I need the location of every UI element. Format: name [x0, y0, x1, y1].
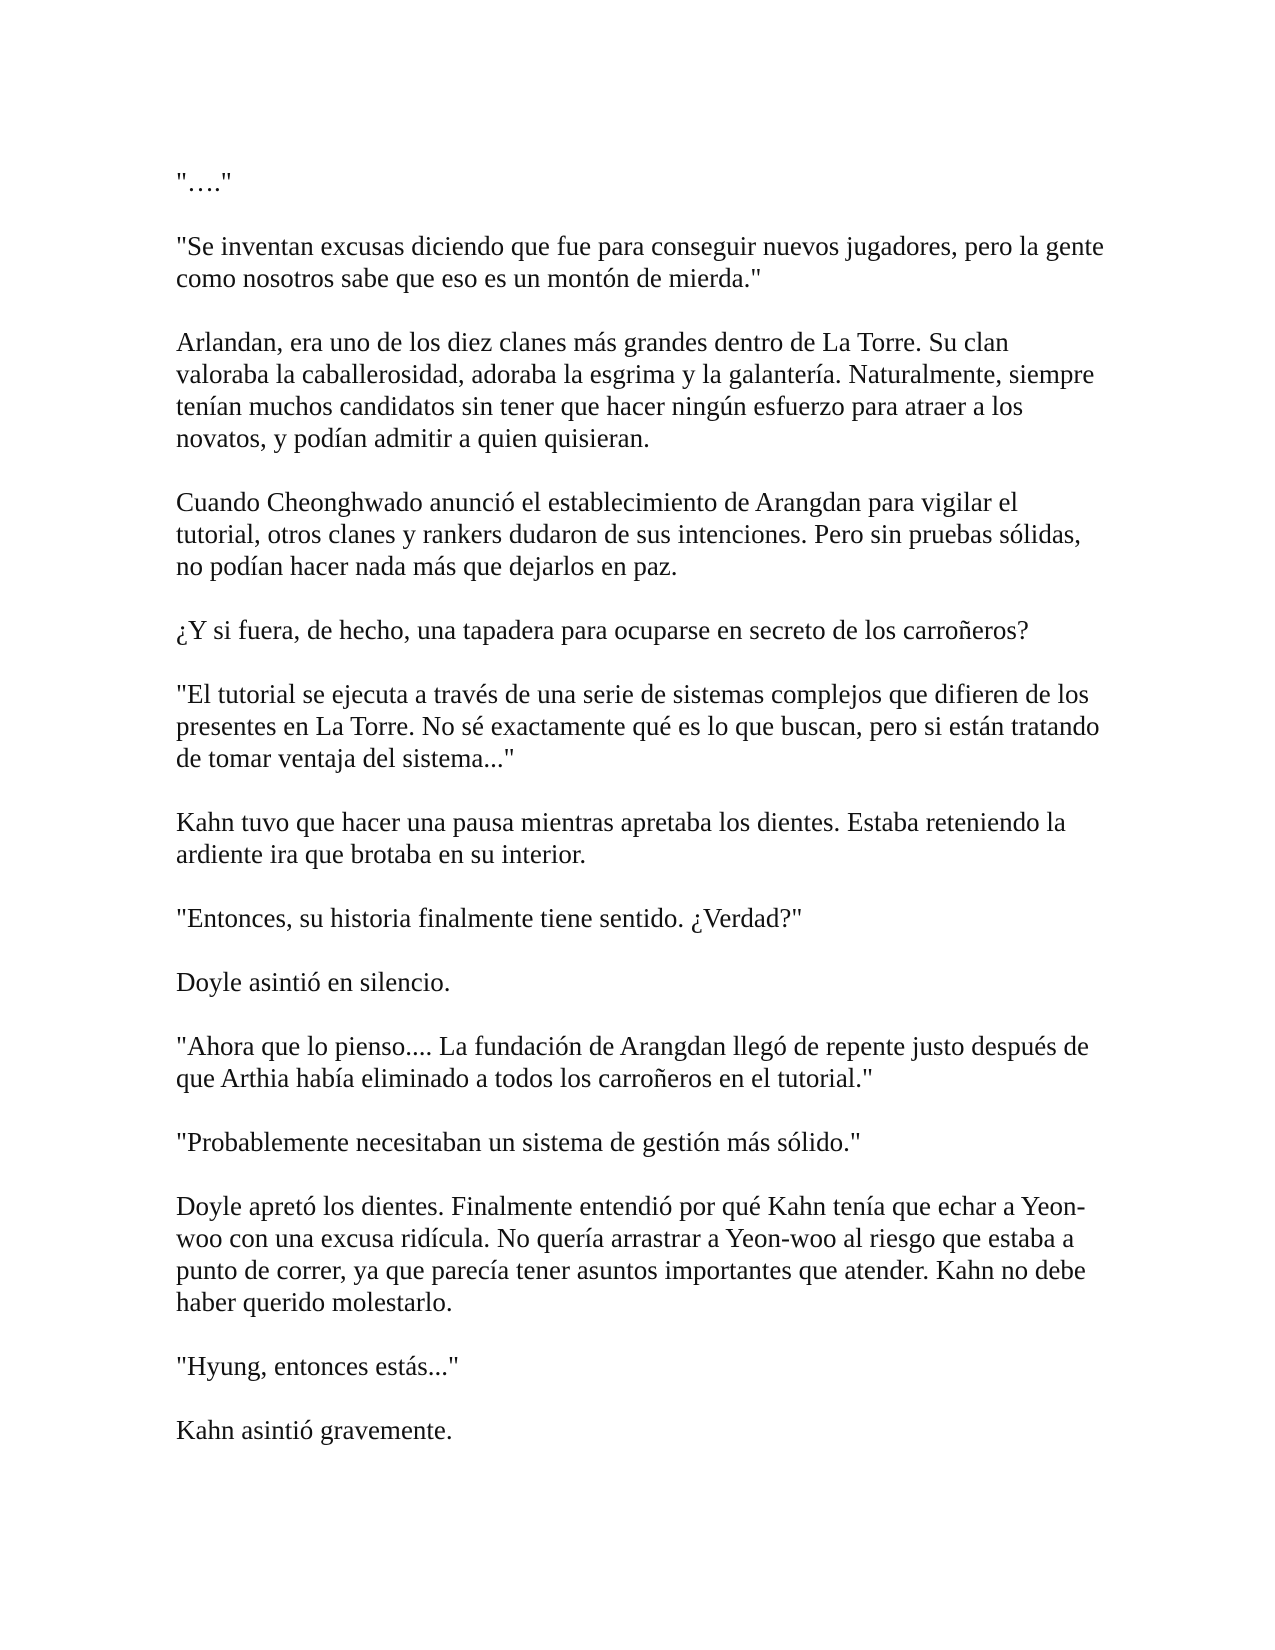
paragraph-9: Doyle asintió en silencio. [176, 967, 451, 997]
paragraph-8: "Entonces, su historia finalmente tiene sentido. ¿Verdad?" [176, 903, 803, 933]
paragraph-3: Arlandan, era uno de los diez clanes más grandes dentro de La Torre. Su clan valoraba la caballerosidad, adoraba la esgrima y la galantería. Naturalmente, siempre tenían muchos candidatos sin tener que hacer ningún esfuerzo para atraer a los novatos, y podían admitir a quien quisieran. [176, 327, 1095, 453]
paragraph-5: ¿Y si fuera, de hecho, una tapadera para ocuparse en secreto de los carroñeros? [176, 615, 1029, 645]
paragraph-1: "…." [176, 167, 232, 197]
paragraph-2: "Se inventan excusas diciendo que fue para conseguir nuevos jugadores, pero la gente como nosotros sabe que eso es un montón de mierda." [176, 231, 1104, 293]
paragraph-7: Kahn tuvo que hacer una pausa mientras apretaba los dientes. Estaba reteniendo la ardiente ira que brotaba en su interior. [176, 807, 1066, 869]
paragraph-14: Kahn asintió gravemente. [176, 1415, 453, 1445]
paragraph-10: "Ahora que lo pienso.... La fundación de Arangdan llegó de repente justo después de que Arthia había eliminado a todos los carroñeros en el tutorial." [176, 1031, 1090, 1093]
paragraph-11: "Probablemente necesitaban un sistema de gestión más sólido." [176, 1127, 861, 1157]
paragraph-6: "El tutorial se ejecuta a través de una serie de sistemas complejos que difieren de los presentes en La Torre. No sé exactamente qué es lo que buscan, pero si están tratando de tomar ventaja del sistema..." [176, 679, 1100, 773]
paragraph-12: Doyle apretó los dientes. Finalmente entendió por qué Kahn tenía que echar a Yeon-woo con una excusa ridícula. No quería arrastrar a Yeon-woo al riesgo que estaba a punto de correr, ya que parecía tener asuntos importantes que atender. Kahn no debe haber querido molestarlo. [176, 1191, 1086, 1317]
paragraph-13: "Hyung, entonces estás..." [176, 1351, 459, 1381]
document-body [176, 166, 1106, 1478]
paragraph-4: Cuando Cheonghwado anunció el establecimiento de Arangdan para vigilar el tutorial, otros clanes y rankers dudaron de sus intenciones. Pero sin pruebas sólidas, no podían hacer nada más que dejarlos en paz. [176, 487, 1082, 581]
